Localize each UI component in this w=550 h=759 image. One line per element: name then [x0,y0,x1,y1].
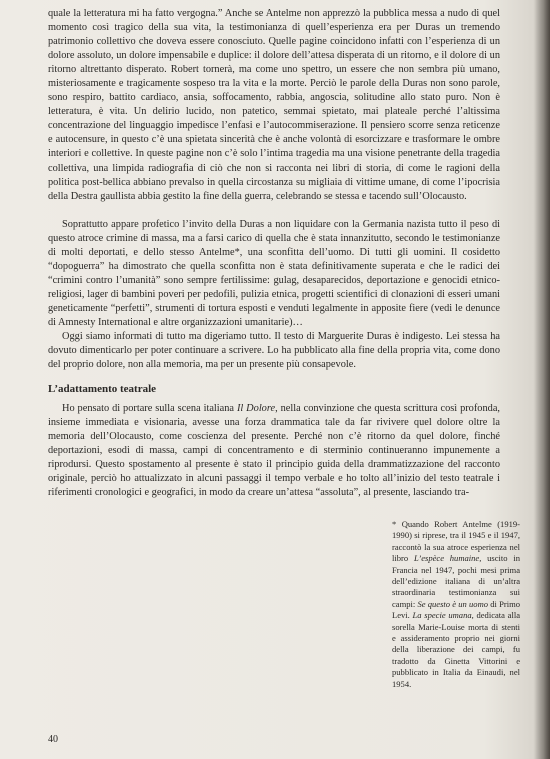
paragraph-gap [48,204,500,218]
footnote-text: , dedicata alla sorella Marie-Louise morta di stenti e assideramento proprio nei giorni della liberazione dei campi, fu tradotto da Ginetta Vittorini e pubblicato in Italia da Einaudi, nel 1954. [392,610,521,689]
footnote-text: , uscito in Francia nel 1947, pochi mesi prima dell’edizione italiana di un’altra straordinaria testimonianza sui campi: [392,553,520,609]
section-heading: L’adattamento teatrale [48,383,157,396]
book-title: La specie umana [412,610,472,621]
book-title: Se questo è un uomo [417,598,489,609]
body-paragraph: Oggi siamo informati di tutto ma digeriamo tutto. Il testo di Marguerite Duras è indigesto. Lei stessa ha dovuto dimenticarlo per poter continuare a scrivere. Lo ha pubblicato alla fine della propria vita, come dono del proprio dolore, non alla memoria, ma per un presente più consapevole. [48,331,500,371]
footnote-text: * Quando Robert Antelme (1919-1990) si riprese, tra il 1945 e il 1947, raccontò la sua atroce esperienza nel libro [392,519,520,564]
page-number: 40 [48,734,58,745]
work-title: Il Dolore [236,403,276,415]
body-paragraph: Soprattutto appare profetico l’invito della Duras a non liquidare con la Germania nazista tutto il peso di questo atroce crimine di massa, ma a farsi carico di quella che è stata innanzitutto, secondo le testimonianze di molti deportati, e dello stesso Antelme*, una sconfitta dell’uomo. Di tutti gli uomini. Il cosidetto “dopoguerra” ha dimostrato che quella sconfitta non è stata definitivamente superata e che le radici dei “crimini contro l’umanità” sono sempre fertilissime: gulag, desaparecidos, deportazione e genocidi etnico-religiosi, lager di bambini poveri per pedofili, pulizia etnica, progetti scientifici di clonazioni di esseri umani geneticamente “perfetti”, strumenti di tortura esposti e venduti legalmente in apposite fiere (vedi le denunce di Amnesty International e altre organizzazioni umanitarie)… [48,218,500,328]
body-text: Ho pensato di portare sulla scena italiana [62,403,237,415]
body-paragraph: quale la letteratura mi ha fatto vergogna.” Anche se Antelme non apprezzò la pubblica messa a nudo di quel momento così tragico della sua vita, la testimonianza di quell’esperienza era per Duras un tremendo patrimonio collettivo che doveva essere conosciuto. Quelle pagine coincidono infatti con l’esperienza di un dolore assoluto, un dolore impensabile e duplice: il dolore dell’attesa disperata di un ritorno, e il dolore di un ritorno altrettanto disperato. Robert tornerà, ma come uno spettro, un essere che non sembra più umano, misteriosamente e tragicamente sospeso tra la vita e la morte. Perciò le parole della Duras non sono parole, sono respiro, battito cardiaco, ansia, soffocamento, rabbia, angoscia, solitudine allo stato puro. Non è letteratura, è vita. Un delirio lucido, non patetico, semmai spietato, mai plateale perché l’altissima concentrazione del linguaggio impedisce l’enfasi e l’autocommiserazione. Il pensiero scorre senza reticenze e autocensure, in questo c’è una spietata sincerità che è anche volontà di esorcizzare e trasformare le ombre interiori e collettive. In queste pagine non c’è solo l’intima tragedia ma una visione penetrante della tragedia collettiva, una limpida radiografia di ciò che non si racconta nei libri di storia, di come le ragioni della politica post-bellica abbiano prevalso in quella circostanza su migliaia di vittime umane, di come l’ipocrisia della Destra gaullista abbia gestito la fine della guerra, celebrando se stessa e tacendo sull’Olocausto. [48,8,500,202]
footnote-text: di Primo Levi. [392,598,520,621]
binding-shadow [534,0,550,759]
footnote-sidebar [392,519,520,690]
main-text-column [48,7,500,501]
body-text: , nella convinzione che questa scrittura così profonda, insieme immediata e visionaria, avesse una forza drammatica tale da far rivivere quel dolore oltre la memoria dell’Olocausto, come coscienza del presente. Perché non c’è ritorno da quel dolore, finché deportazioni, esodi di massa, campi di concentramento e di sterminio continueranno impunemente a riprodursi. Questo spostamento al presente è stato il principio guida della drammatizzazione del racconto originale, perciò ho attualizzato in alcuni passaggi il tempo verbale e ho tolto all’inizio del testo teatrale i riferimenti cronologici e geografici, in modo da creare un’attesa “assoluta”, al presente, lasciando tra- [48,403,500,499]
body-paragraph [48,402,500,500]
book-title: L’espèce humaine [413,553,480,564]
